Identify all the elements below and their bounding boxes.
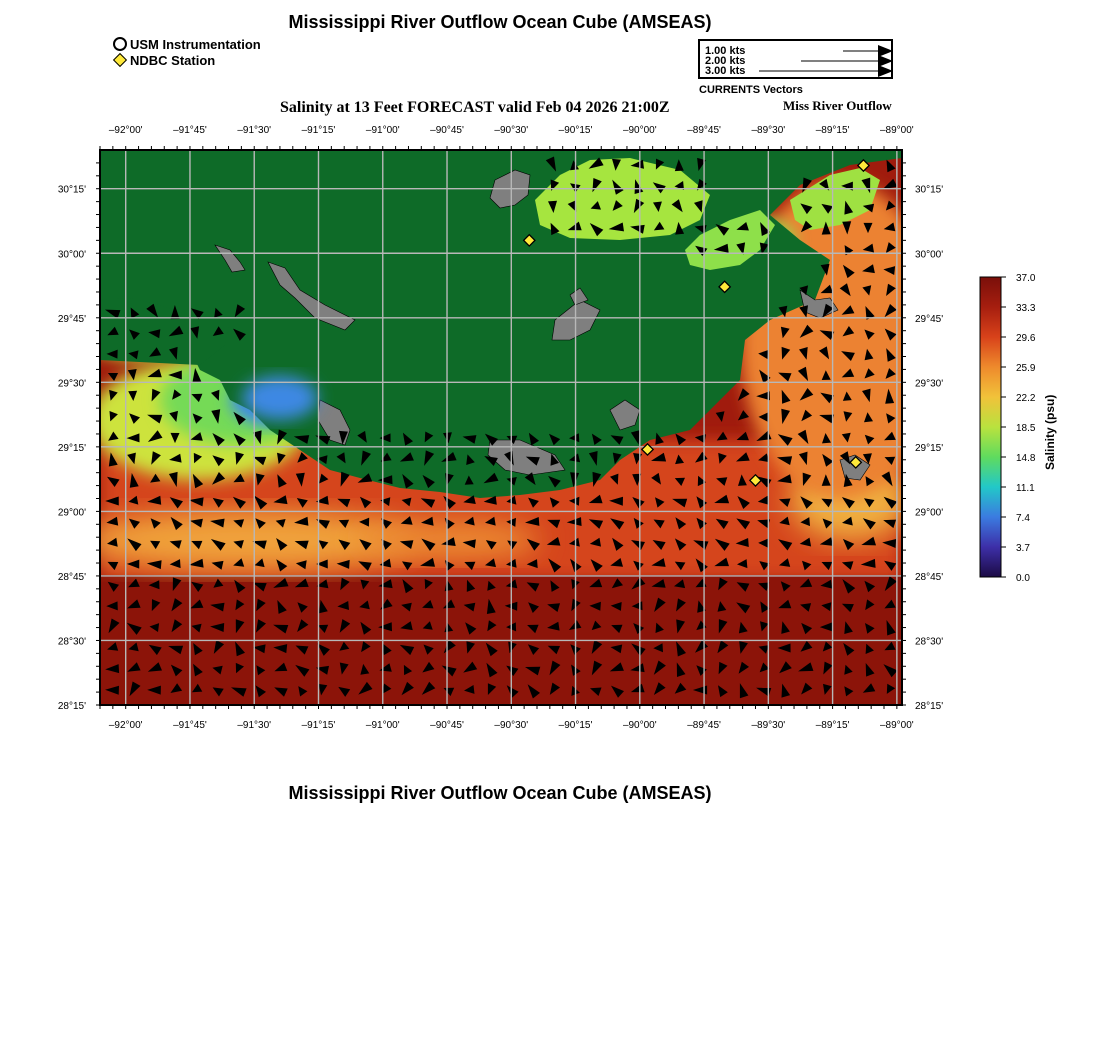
longitude-tick-label: –91°45'	[173, 720, 207, 731]
secondary-title: Mississippi River Outflow Ocean Cube (AMSEAS)	[288, 783, 712, 803]
latitude-tick-label: 30°00'	[915, 249, 944, 261]
latitude-tick-label: 29°30'	[915, 378, 944, 390]
longitude-tick-label: –90°45'	[430, 125, 464, 136]
colorbar-tick-label: 7.4	[1016, 513, 1030, 524]
longitude-tick-label: –91°30'	[237, 720, 272, 731]
vector-key-row: 2.00 kts	[705, 55, 746, 67]
longitude-tick-label: –89°15'	[815, 125, 850, 136]
colorbar-tick-label: 25.9	[1016, 363, 1036, 374]
latitude-tick-label: 29°45'	[915, 313, 944, 325]
colorbar-tick-label: 29.6	[1016, 333, 1036, 344]
river-outflow-label: Miss River Outflow	[783, 98, 892, 113]
longitude-tick-label: –90°30'	[494, 720, 529, 731]
longitude-tick-label: –90°30'	[494, 125, 529, 136]
longitude-tick-label: –89°30'	[751, 125, 786, 136]
longitude-tick-label: –90°00'	[622, 125, 657, 136]
longitude-tick-label: –90°00'	[622, 720, 657, 731]
latitude-tick-label: 30°00'	[57, 249, 86, 261]
longitude-tick-label: –90°15'	[558, 720, 593, 731]
longitude-tick-label: –89°45'	[687, 720, 721, 731]
colorbar-tick-label: 3.7	[1016, 543, 1030, 554]
longitude-tick-label: –90°45'	[430, 720, 464, 731]
legend-ndbc-label: NDBC Station	[130, 53, 216, 68]
map-subtitle: Salinity at 13 Feet FORECAST valid Feb 04 2026 21:00Z	[280, 99, 670, 116]
latitude-tick-label: 28°15'	[57, 701, 86, 712]
longitude-tick-label: –89°45'	[687, 125, 721, 136]
colorbar-tick-label: 37.0	[1016, 273, 1036, 284]
longitude-tick-label: –90°15'	[558, 125, 593, 136]
longitude-tick-label: –89°00'	[879, 125, 914, 136]
colorbar-tick-label: 14.8	[1016, 453, 1036, 464]
longitude-tick-label: –91°45'	[173, 125, 207, 136]
latitude-tick-label: 30°15'	[915, 184, 944, 196]
colorbar-tick-label: 22.2	[1016, 393, 1036, 404]
longitude-tick-label: –89°00'	[879, 720, 914, 731]
colorbar-ticks	[1001, 273, 1036, 584]
latitude-tick-label: 29°30'	[57, 378, 86, 390]
legend-usm-label: USM Instrumentation	[130, 37, 261, 52]
longitude-tick-label: –89°30'	[751, 720, 786, 731]
latitude-tick-label: 28°30'	[57, 636, 86, 648]
longitude-tick-label: –91°15'	[301, 720, 336, 731]
longitude-tick-label: –91°15'	[301, 125, 336, 136]
latitude-tick-label: 29°00'	[57, 507, 86, 519]
colorbar-tick-label: 0.0	[1016, 573, 1030, 584]
page-title: Mississippi River Outflow Ocean Cube (AMSEAS)	[288, 12, 712, 32]
vector-key-row: 1.00 kts	[705, 45, 746, 57]
latitude-tick-label: 28°15'	[915, 701, 944, 712]
vector-key-caption: CURRENTS Vectors	[699, 84, 803, 96]
latitude-tick-label: 29°15'	[57, 442, 86, 454]
longitude-tick-label: –91°00'	[365, 720, 400, 731]
colorbar-tick-label: 11.1	[1016, 483, 1035, 494]
latitude-tick-label: 29°45'	[57, 313, 86, 325]
latitude-tick-label: 29°15'	[915, 442, 944, 454]
colorbar	[980, 277, 1001, 577]
longitude-tick-label: –92°00'	[108, 720, 143, 731]
colorbar-tick-label: 33.3	[1016, 303, 1036, 314]
longitude-tick-label: –92°00'	[108, 125, 143, 136]
usm-station-marker	[909, 172, 921, 184]
latitude-tick-label: 29°00'	[915, 507, 944, 519]
colorbar-tick-label: 18.5	[1016, 423, 1036, 434]
latitude-tick-label: 30°15'	[57, 184, 86, 196]
latitude-tick-label: 28°30'	[915, 636, 944, 648]
vector-key-row: 3.00 kts	[705, 65, 746, 77]
longitude-tick-label: –91°30'	[237, 125, 272, 136]
longitude-tick-label: –91°00'	[365, 125, 400, 136]
map-frame-content	[80, 150, 940, 705]
longitude-tick-label: –89°15'	[815, 720, 850, 731]
colorbar-label: Salinity (psu)	[1043, 394, 1057, 470]
latitude-tick-label: 28°45'	[57, 571, 86, 583]
latitude-tick-label: 28°45'	[915, 571, 944, 583]
